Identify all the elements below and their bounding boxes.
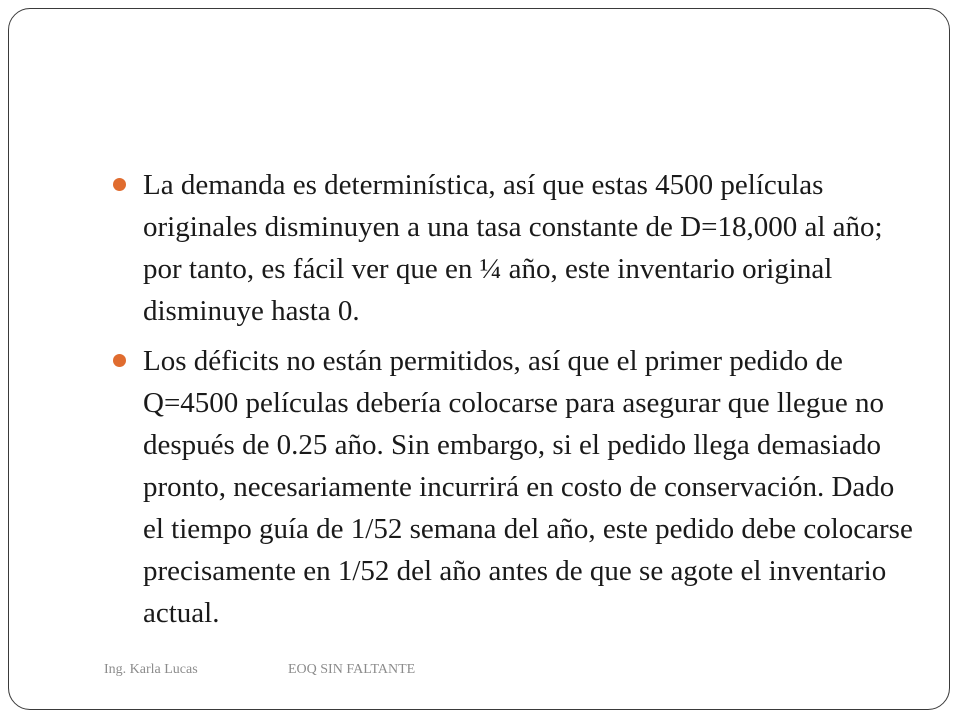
bullet-text-2: Los déficits no están permitidos, así que el primer pedido de Q=4500 películas debería colocarse para asegurar que llegue no después de 0.25 año. Sin embargo, si el pedido llega demasiado pronto, necesariamente incurrirá en costo de conservación. Dado el tiempo guía de 1/52 semana del año, este pedido debe colocarse precisamente en 1/52 del año antes de que se agote el inventario actual. [143, 345, 913, 629]
bullet-dot-icon [113, 354, 126, 367]
bullet-text-1: La demanda es determinística, así que estas 4500 películas originales disminuyen a una tasa constante de D=18,000 al año; por tanto, es fácil ver que en ¼ año, este inventario original disminuye hasta 0. [143, 169, 883, 327]
slide-frame [8, 8, 950, 710]
footer-author: Ing. Karla Lucas [104, 662, 198, 677]
bullet-item-1 [113, 164, 913, 332]
footer-topic: EOQ SIN FALTANTE [288, 662, 416, 677]
bullet-list [113, 164, 913, 642]
bullet-item-2 [113, 340, 913, 634]
bullet-dot-icon [113, 178, 126, 191]
